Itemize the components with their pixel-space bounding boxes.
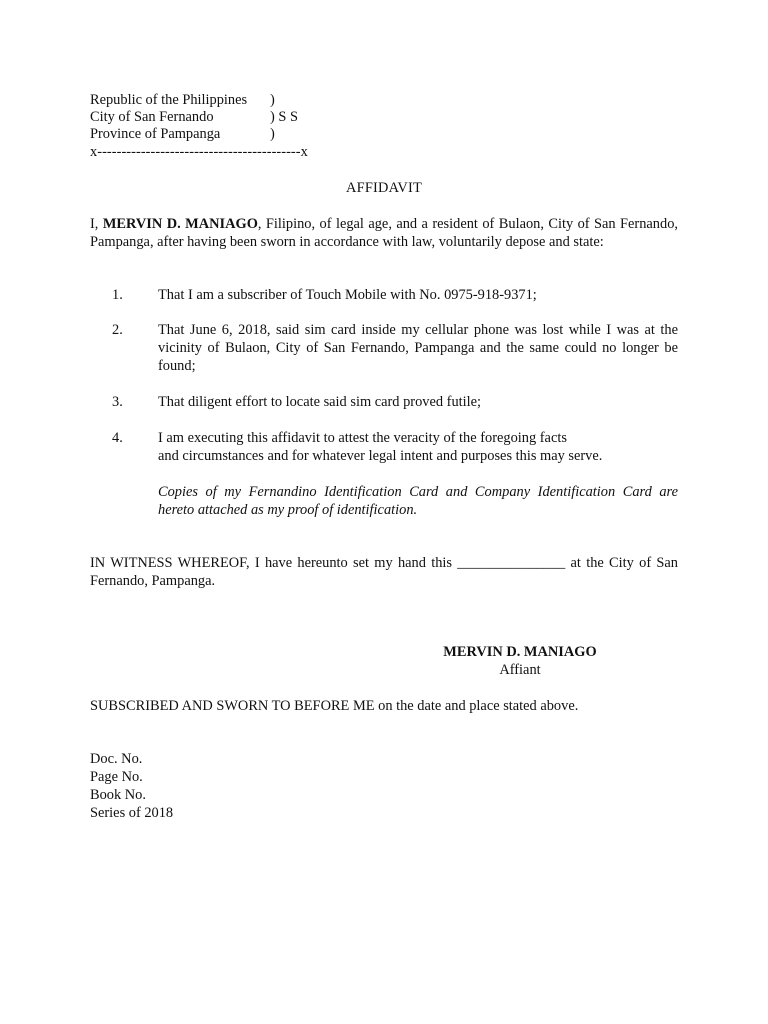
identification-note: Copies of my Fernandino Identification Card and Company Identification Card are hereto attached as my proof of identification. xyxy=(158,484,678,518)
affiant-name: MERVIN D. MANIAGO xyxy=(443,644,597,660)
item-text: That diligent effort to locate said sim card proved futile; xyxy=(158,394,482,410)
venue-city: City of San Fernando xyxy=(90,109,214,125)
witness-paragraph: IN WITNESS WHEREOF, I have hereunto set my hand this _______________ at the City of San Fernando, Pampanga. xyxy=(90,555,678,589)
item-text: That I am a subscriber of Touch Mobile with No. 0975-918-9371; xyxy=(158,287,537,303)
venue-bracket: ) xyxy=(270,126,275,142)
venue-row xyxy=(90,125,330,142)
venue-row xyxy=(90,108,330,125)
intro-text: , Filipino, of legal age, and a resident of Bulaon, City of San Fernando, Pampanga, after having been sworn in accordance with law, voluntarily depose and state: xyxy=(90,216,678,250)
intro-prefix: I, xyxy=(90,216,103,232)
venue-row xyxy=(90,91,330,108)
affiant-name-inline: MERVIN D. MANIAGO xyxy=(102,216,258,232)
venue-block xyxy=(90,91,330,142)
document-title: AFFIDAVIT xyxy=(346,180,422,196)
venue-province: Province of Pampanga xyxy=(90,126,221,142)
venue-ss-mark: ) S S xyxy=(270,109,298,125)
intro-paragraph xyxy=(90,215,678,251)
item-number: 3. xyxy=(112,394,123,410)
book-no: Book No. xyxy=(90,787,146,803)
item-text: That June 6, 2018, said sim card inside my cellular phone was lost while I was at the vicinity of Bulaon, City of San Fernando, Pampanga and the same could no longer be found; xyxy=(158,322,678,374)
jurat-statement: SUBSCRIBED AND SWORN TO BEFORE ME on the date and place stated above. xyxy=(90,698,579,714)
doc-no: Doc. No. xyxy=(90,751,143,767)
affiant-role: Affiant xyxy=(499,662,541,678)
item-number: 4. xyxy=(112,430,123,446)
venue-bracket: ) xyxy=(270,92,275,108)
item-text xyxy=(158,429,678,465)
item-text-line: and circumstances and for whatever legal intent and purposes this may serve. xyxy=(158,448,603,464)
venue-divider: x------------------------------------------x xyxy=(90,144,308,160)
venue-country: Republic of the Philippines xyxy=(90,92,248,108)
page-no: Page No. xyxy=(90,769,143,785)
item-number: 1. xyxy=(112,287,123,303)
signature-block xyxy=(420,643,620,679)
series-year: Series of 2018 xyxy=(90,805,174,821)
item-text-line: I am executing this affidavit to attest the veracity of the foregoing facts xyxy=(158,430,567,446)
item-number: 2. xyxy=(112,322,123,338)
notarial-registry xyxy=(90,750,173,822)
